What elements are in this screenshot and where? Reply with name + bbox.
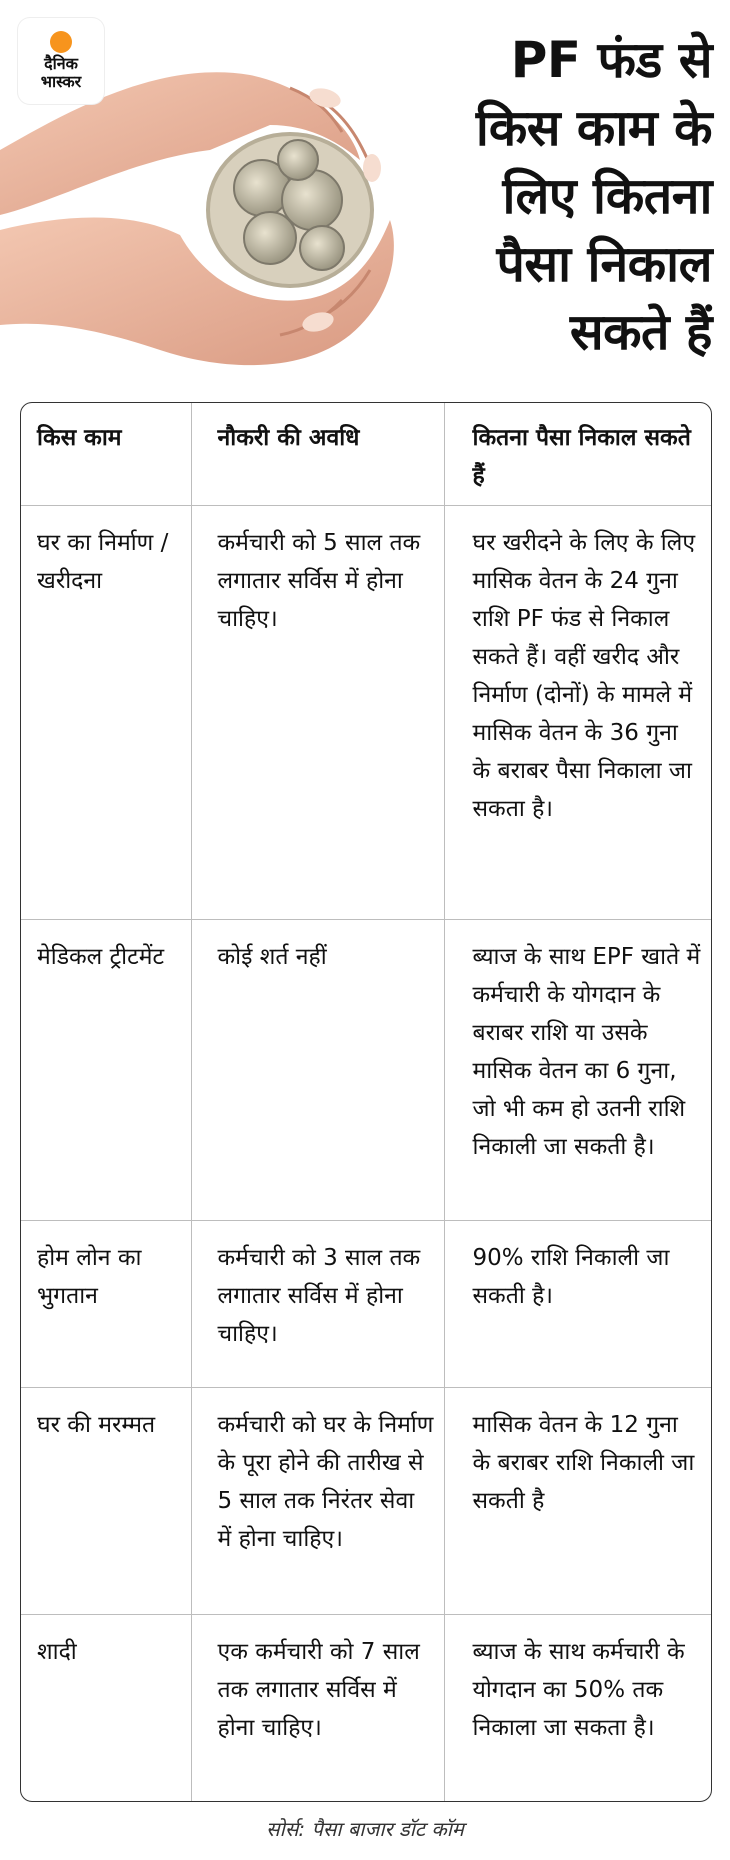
cell-service-period: कर्मचारी को 3 साल तक लगातार सर्विस में होना चाहिए। <box>191 1220 444 1387</box>
table-row <box>21 1614 711 1801</box>
title-line: लिए कितना <box>502 167 712 225</box>
table-row <box>21 1387 711 1614</box>
cell-purpose: मेडिकल ट्रीटमेंट <box>21 919 191 1220</box>
pf-withdrawal-table <box>20 402 712 1802</box>
cell-withdrawal-amount: ब्याज के साथ कर्मचारी के योगदान का 50% तक निकाला जा सकता है। <box>472 1638 685 1741</box>
cell-service-period: कर्मचारी को 5 साल तक लगातार सर्विस में होना चाहिए। <box>191 506 444 920</box>
logo-text-line2: भास्कर <box>40 72 82 91</box>
title-line: पैसा निकाल <box>496 235 712 293</box>
table-header-row <box>21 403 711 506</box>
header-purpose: किस काम <box>21 403 191 506</box>
title-line: सकते हैं <box>569 303 712 361</box>
title-line: PF फंड से <box>510 31 712 89</box>
cell-service-period: कोई शर्त नहीं <box>191 919 444 1220</box>
cell-withdrawal-amount: मासिक वेतन के 12 गुना के बराबर राशि निकाली जा सकती है <box>444 1387 711 1614</box>
hero-banner <box>0 0 730 385</box>
table-row <box>21 919 711 1220</box>
cell-purpose: घर का निर्माण / खरीदना <box>21 506 191 920</box>
table-row <box>21 506 711 920</box>
header-withdrawal-amount: कितना पैसा निकाल सकते हैं <box>444 403 711 506</box>
sun-icon <box>50 31 72 53</box>
cell-purpose: घर की मरम्मत <box>21 1387 191 1614</box>
cell-service-period: एक कर्मचारी को 7 साल तक लगातार सर्विस में होना चाहिए। <box>191 1614 444 1801</box>
cell-purpose: शादी <box>21 1614 191 1801</box>
dainik-bhaskar-logo <box>18 18 104 104</box>
logo-text-line1: दैनिक <box>44 54 78 73</box>
page-title <box>476 26 712 366</box>
cell-purpose: होम लोन का भुगतान <box>21 1220 191 1387</box>
header-service-period: नौकरी की अवधि <box>191 403 444 506</box>
cell-service-period: कर्मचारी को घर के निर्माण के पूरा होने की तारीख से 5 साल तक निरंतर सेवा में होना चाहिए। <box>191 1387 444 1614</box>
table-row <box>21 1220 711 1387</box>
cell-withdrawal-amount: 90% राशि निकाली जा सकती है। <box>444 1220 711 1387</box>
cell-withdrawal-amount: घर खरीदने के लिए के लिए मासिक वेतन के 24 गुना राशि PF फंड से निकाल सकते हैं। वहीं खरीद और निर्माण (दोनों) के मामले में मासिक वेतन के 36 गुना के बराबर पैसा निकाला जा सकता है। <box>444 506 711 920</box>
title-line: किस काम के <box>475 99 712 157</box>
source-caption: सोर्स: पैसा बाजार डॉट कॉम <box>266 1817 464 1841</box>
cell-withdrawal-amount: ब्याज के साथ EPF खाते में कर्मचारी के योगदान के बराबर राशि या उसके मासिक वेतन का 6 गुना, जो भी कम हो उतनी राशि निकाली जा सकती है। <box>444 919 711 1220</box>
